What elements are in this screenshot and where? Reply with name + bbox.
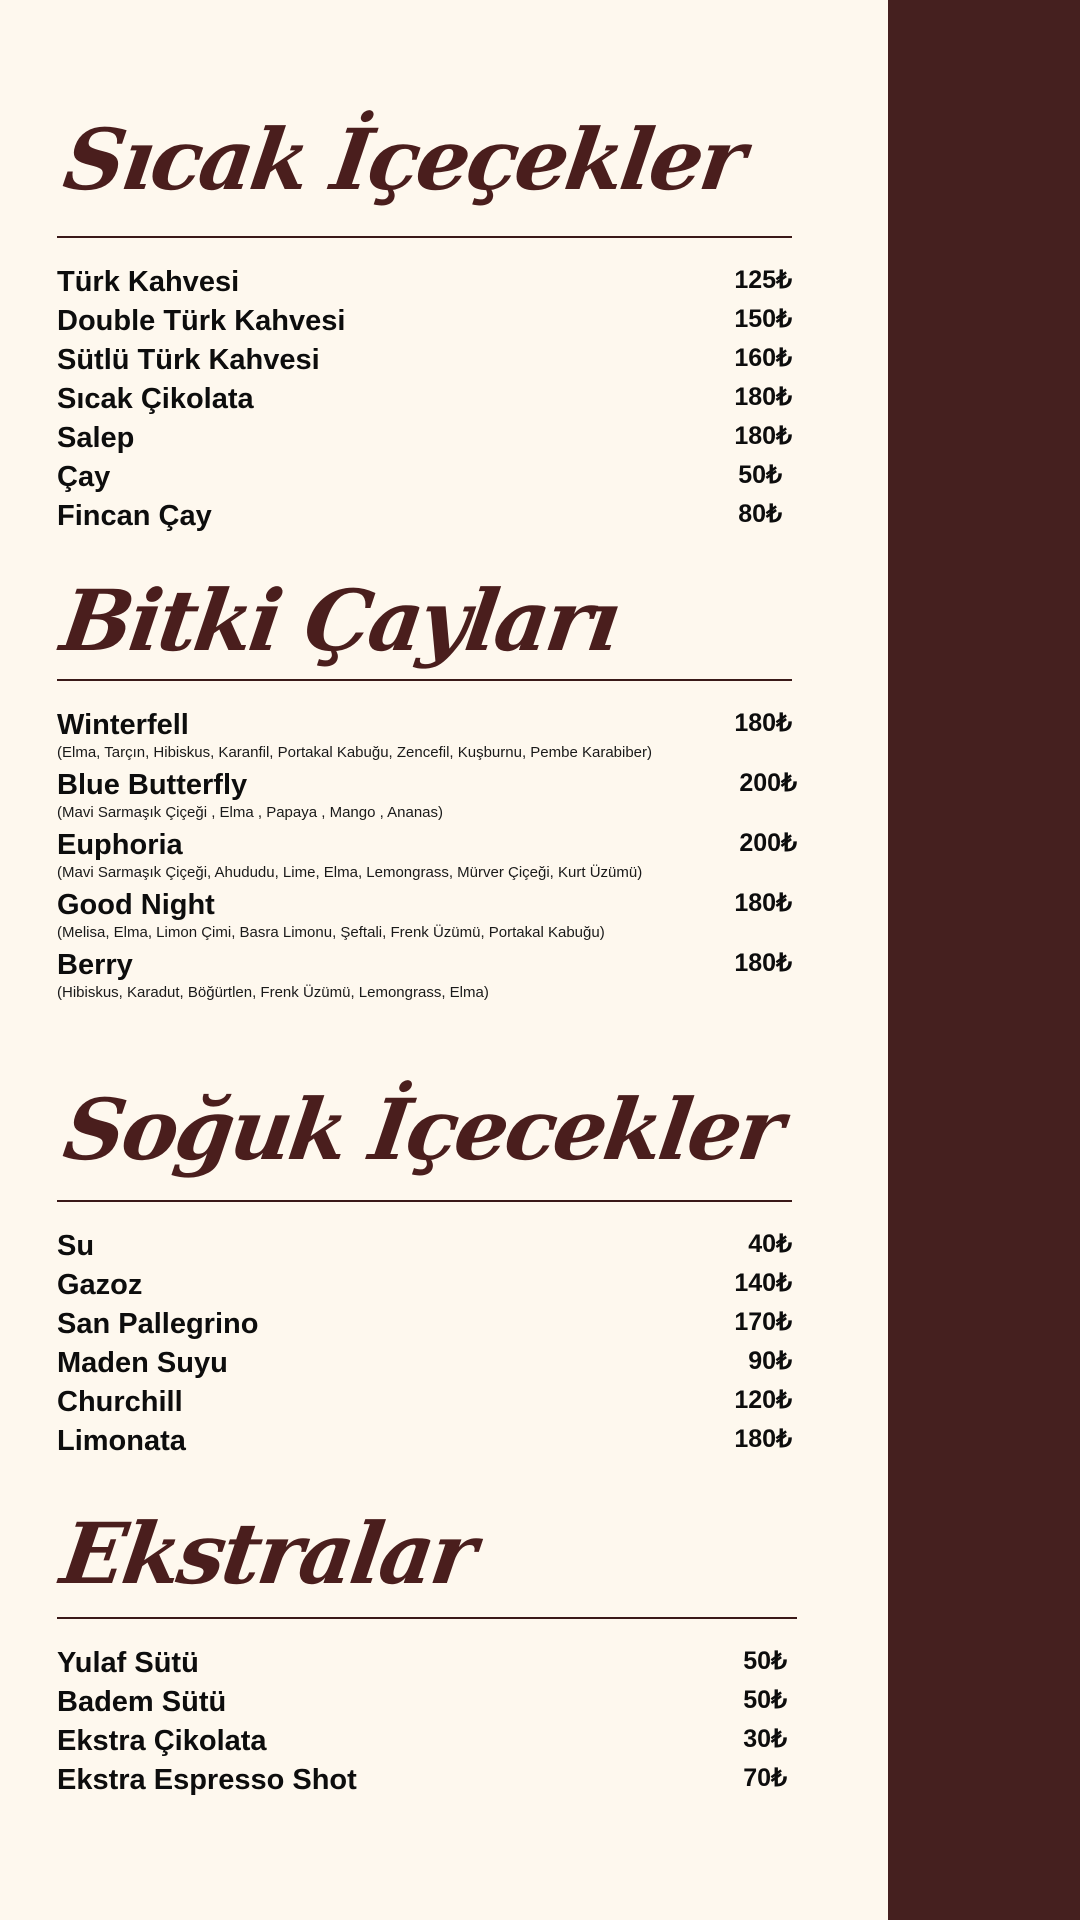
item-name: Türk Kahvesi	[57, 266, 240, 298]
menu-item	[57, 463, 797, 502]
menu-item	[57, 307, 797, 346]
item-name: Double Türk Kahvesi	[57, 305, 346, 337]
menu-item	[57, 346, 797, 385]
item-name: Churchill	[57, 1386, 183, 1418]
item-price: 200₺	[739, 769, 797, 797]
item-name: Yulaf Sütü	[57, 1647, 199, 1679]
menu-item	[57, 1727, 797, 1766]
item-description: (Elma, Tarçın, Hibiskus, Karanfil, Portakal Kabuğu, Zencefil, Kuşburnu, Pembe Karabiber)	[57, 744, 653, 761]
menu-item	[57, 1427, 797, 1466]
section-title: Ekstralar	[55, 1504, 480, 1603]
item-price: 50₺	[738, 461, 782, 489]
section-herbal-teas	[55, 571, 797, 1011]
item-name: Euphoria	[57, 829, 183, 861]
item-name: Limonata	[57, 1425, 186, 1457]
menu-item	[57, 1388, 797, 1427]
menu-item	[57, 891, 797, 951]
item-price: 160₺	[734, 344, 792, 372]
menu-item	[57, 1232, 797, 1271]
item-price: 170₺	[734, 1308, 792, 1336]
item-name: Su	[57, 1230, 95, 1262]
item-price: 150₺	[734, 305, 792, 333]
menu-item	[57, 771, 797, 831]
menu-item	[57, 1766, 797, 1805]
item-name: Ekstra Espresso Shot	[57, 1764, 357, 1796]
item-price: 50₺	[743, 1647, 787, 1675]
item-price: 40₺	[748, 1230, 792, 1258]
section-hot-drinks	[57, 110, 797, 541]
item-name: Gazoz	[57, 1269, 143, 1301]
item-price: 200₺	[739, 829, 797, 857]
menu-item	[57, 502, 797, 541]
menu-item	[57, 831, 797, 891]
item-price: 180₺	[734, 949, 792, 977]
item-name: Sıcak Çikolata	[57, 383, 254, 415]
item-price: 180₺	[734, 1425, 792, 1453]
item-price: 180₺	[734, 383, 792, 411]
item-price: 70₺	[743, 1764, 787, 1792]
menu-item	[57, 951, 797, 1011]
item-name: Salep	[57, 422, 135, 454]
item-name: Sütlü Türk Kahvesi	[57, 344, 320, 376]
item-name: San Pallegrino	[57, 1308, 259, 1340]
item-price: 30₺	[743, 1725, 787, 1753]
item-price: 180₺	[734, 709, 792, 737]
section-title: Bitki Çayları	[55, 571, 625, 670]
item-price: 120₺	[734, 1386, 792, 1414]
item-name: Fincan Çay	[57, 500, 212, 532]
item-price: 180₺	[734, 422, 792, 450]
item-name: Good Night	[57, 889, 215, 921]
section-title: Soğuk İçecekler	[58, 1080, 788, 1179]
menu-item	[57, 711, 797, 771]
item-name: Blue Butterfly	[57, 769, 248, 801]
menu-item	[57, 385, 797, 424]
menu-item	[57, 1271, 797, 1310]
section-cold-drinks	[57, 1080, 797, 1466]
section-extras	[55, 1504, 797, 1805]
item-name: Winterfell	[57, 709, 189, 741]
item-price: 140₺	[734, 1269, 792, 1297]
menu-item	[57, 1349, 797, 1388]
item-name: Çay	[57, 461, 111, 493]
item-description: (Melisa, Elma, Limon Çimi, Basra Limonu, Şeftali, Frenk Üzümü, Portakal Kabuğu)	[57, 924, 605, 941]
item-price: 50₺	[743, 1686, 787, 1714]
item-description: (Hibiskus, Karadut, Böğürtlen, Frenk Üzümü, Lemongrass, Elma)	[57, 984, 489, 1001]
item-price: 90₺	[748, 1347, 792, 1375]
item-name: Maden Suyu	[57, 1347, 228, 1379]
menu-item	[57, 1310, 797, 1349]
item-price: 80₺	[738, 500, 782, 528]
item-description: (Mavi Sarmaşık Çiçeği, Ahududu, Lime, Elma, Lemongrass, Mürver Çiçeği, Kurt Üzümü)	[57, 864, 643, 881]
item-price: 180₺	[734, 889, 792, 917]
menu-item	[57, 1688, 797, 1727]
item-name: Berry	[57, 949, 133, 981]
item-name: Badem Sütü	[57, 1686, 227, 1718]
menu-item	[57, 1649, 797, 1688]
section-title: Sıcak İçeçekler	[58, 110, 750, 209]
item-description: (Mavi Sarmaşık Çiçeği , Elma , Papaya , Mango , Ananas)	[57, 804, 443, 821]
item-price: 125₺	[734, 266, 792, 294]
menu-item	[57, 268, 797, 307]
menu-item	[57, 424, 797, 463]
side-color-band	[888, 0, 1080, 1920]
item-name: Ekstra Çikolata	[57, 1725, 267, 1757]
